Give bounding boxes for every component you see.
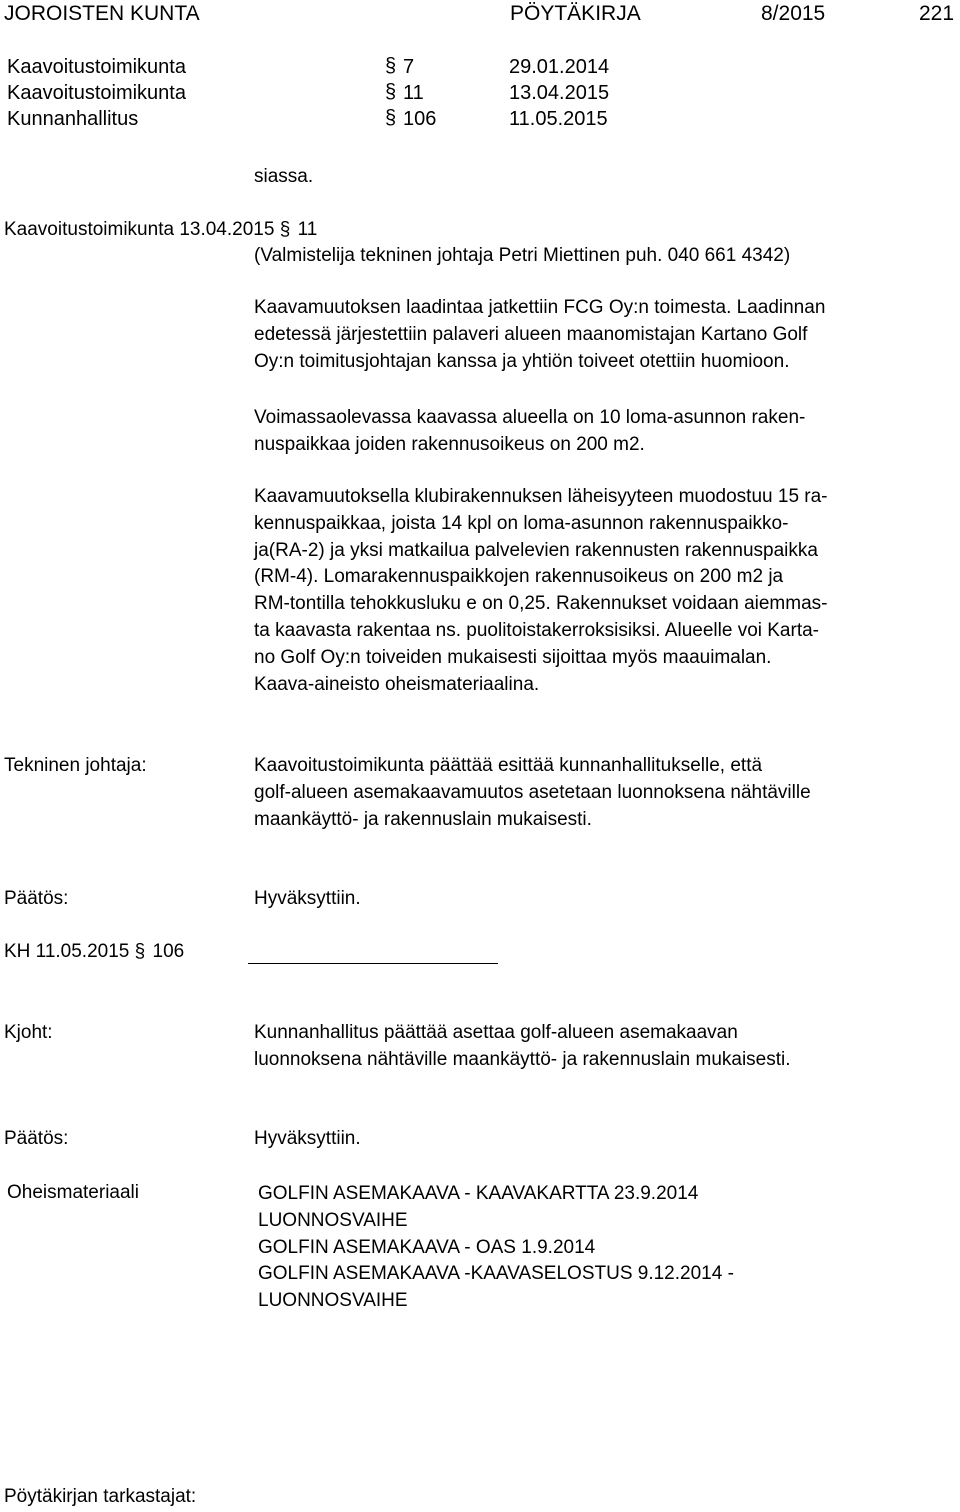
text-line: luonnoksena nähtäville maankäyttö- ja rakennuslain mukaisesti. [254,1048,791,1070]
document-type: PÖYTÄKIRJA [510,2,641,25]
text-line: nuspaikkaa joiden rakennusoikeus on 200 m2. [254,433,645,455]
board-proposal [254,1020,950,1074]
board-reference [4,941,184,963]
section-sign: § [134,941,146,962]
page-number: 221 [919,2,955,25]
proposal-label: Kjoht: [4,1022,53,1043]
carryover-text: siassa. [254,166,314,187]
decision-text: Hyväksyttiin. [254,888,361,909]
section-sign: § [385,81,397,103]
text-line: Kaava-aineisto oheismateriaalina. [254,673,540,695]
section-sign: § [279,219,291,240]
text-line: Oy:n toimitusjohtajan kanssa ja yhtiön toiveet otettiin huomioon. [254,350,790,372]
board-section-number: 106 [152,941,185,962]
decision-label: Päätös: [4,888,69,909]
reference-body: Kaavoitustoimikunta [7,56,186,78]
text-line: Kaavamuutoksen laadintaa jatkettiin FCG Oy:n toimesta. Laadinnan [254,297,826,318]
attachment-list [258,1181,734,1315]
text-line: (RM-4). Lomarakennuspaikkojen rakennusoikeus on 200 m2 ja [254,566,784,588]
section-sign: § [385,55,397,77]
text-line: golf-alueen asemakaavamuutos asetetaan luonnoksena nähtäville [254,781,811,803]
proposal-label: Tekninen johtaja: [4,755,147,776]
paragraph-3 [254,484,950,698]
preparer-note: (Valmistelija tekninen johtaja Petri Miettinen puh. 040 661 4342) [254,245,791,266]
text-line: Kunnanhallitus päättää asettaa golf-alueen asemakaavan [254,1022,738,1043]
decision-text: Hyväksyttiin. [254,1128,361,1149]
reviewers-label: Pöytäkirjan tarkastajat: [4,1486,197,1507]
attachment-item: LUONNOSVAIHE [258,1209,408,1231]
text-line: Voimassaolevassa kaavassa alueella on 10 loma-asunnon raken- [254,407,806,428]
text-line: ja(RA-2) ja yksi matkailua palvelevien rakennusten rakennuspaikka [254,539,818,561]
signature-rule [248,963,498,964]
committee-reference [4,219,317,241]
paragraph-2 [254,405,950,459]
text-line: Kaavoitustoimikunta päättää esittää kunnanhallitukselle, että [254,755,763,776]
reference-date: 29.01.2014 [509,56,610,78]
text-line: kennuspaikkaa, joista 14 kpl on loma-asunnon rakennuspaikko- [254,512,789,534]
text-line: maankäyttö- ja rakennuslain mukaisesti. [254,808,592,830]
attachment-item: GOLFIN ASEMAKAAVA -KAAVASELOSTUS 9.12.2014 - [258,1263,734,1285]
reference-date: 11.05.2015 [509,108,608,130]
committee-reference-text: Kaavoitustoimikunta 13.04.2015 [4,219,275,240]
text-line: ta kaavasta rakentaa ns. puolitoistakerroksisiksi. Alueelle voi Karta- [254,619,819,641]
issue-number: 8/2015 [761,2,826,25]
reference-body: Kunnanhallitus [7,108,139,130]
committee-section-number: 11 [297,219,318,240]
section-sign: § [385,107,397,129]
attachments-label: Oheismateriaali [7,1182,139,1203]
municipality-name: JOROISTEN KUNTA [4,2,200,25]
reference-date: 13.04.2015 [509,82,610,104]
attachment-item: GOLFIN ASEMAKAAVA - OAS 1.9.2014 [258,1236,596,1258]
board-reference-text: KH 11.05.2015 [4,941,130,962]
committee-proposal [254,753,950,833]
paragraph-1 [254,295,950,375]
text-line: Kaavamuutoksella klubirakennuksen läheisyyteen muodostuu 15 ra- [254,486,828,507]
reference-number: 11 [403,82,424,104]
reference-number: 7 [403,56,415,78]
decision-label: Päätös: [4,1128,69,1149]
reference-body: Kaavoitustoimikunta [7,82,186,104]
text-line: edetessä järjestettiin palaveri alueen maanomistajan Kartano Golf [254,323,808,345]
reference-number: 106 [403,108,437,130]
attachment-item: LUONNOSVAIHE [258,1290,408,1312]
attachment-item: GOLFIN ASEMAKAAVA - KAAVAKARTTA 23.9.2014 [258,1183,699,1204]
text-line: no Golf Oy:n toiveiden mukaisesti sijoittaa myös maauimalan. [254,646,772,668]
text-line: RM-tontilla tehokkusluku e on 0,25. Rakennukset voidaan aiemmas- [254,593,828,615]
